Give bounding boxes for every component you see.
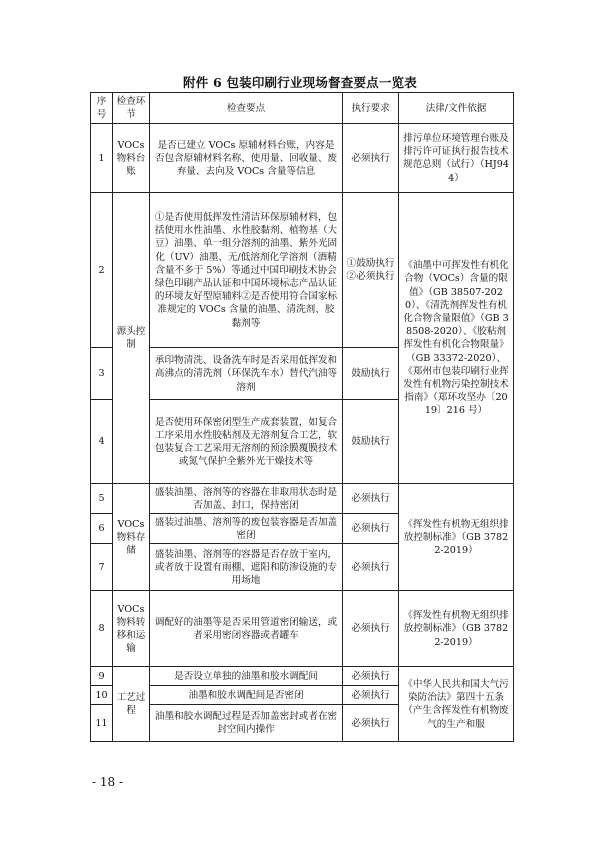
row-number: 3 [91, 348, 113, 400]
requirement: 鼓励执行 [343, 400, 399, 484]
header-requirement: 执行要求 [343, 93, 399, 124]
row-number: 1 [91, 124, 113, 193]
table-row [91, 124, 514, 193]
requirement: ①鼓励执行②必须执行 [343, 193, 399, 348]
requirement: 必须执行 [343, 484, 399, 514]
check-link: 工艺过程 [113, 667, 150, 742]
check-point: ①是否使用低挥发性清洁环保原辅材料，包括使用水性油墨、水性胶黏剂、植物基（大豆）油墨、单一组分溶剂的油墨、紫外光固化（UV）油墨、无/低溶剂化学溶剂（酒精含量不多于 5%）等通过中国印刷技术协会绿色印刷产品认证和中国环境标志产品认证的环境友好型原辅料②是否使用符合国家标准规定的 VOCs 含量的油墨、清洗剂、胶黏剂等 [150, 193, 343, 348]
requirement: 必须执行 [343, 591, 399, 667]
legal-basis: 《油墨中可挥发性有机化合物（VOCs）含量的限值》（GB 38507-2020）、《清洗剂挥发性有机化合物含量限值》（GB 38508-2020）、《胶粘剂挥发性有机化合物限量》（GB 33372-2020）、《郑州市包装印刷行业挥发性有机物污染控制技术指南》（郑环攻坚办〔2019〕216 号） [399, 193, 514, 484]
table-header-row [91, 93, 514, 124]
inspection-table [90, 92, 514, 742]
header-no: 序号 [91, 93, 113, 124]
row-number: 11 [91, 705, 113, 742]
check-link: 源头控制 [113, 193, 150, 484]
table-row [91, 591, 514, 667]
table-row [91, 667, 514, 686]
legal-basis: 《挥发性有机物无组织排放控制标准》（GB 37822-2019） [399, 484, 514, 591]
row-number: 5 [91, 484, 113, 514]
check-point: 调配好的油墨等是否采用管道密闭输送，或者采用密闭容器或者罐车 [150, 591, 343, 667]
row-number: 4 [91, 400, 113, 484]
header-link: 检查环节 [113, 93, 150, 124]
header-basis: 法律/文件依据 [399, 93, 514, 124]
table-row [91, 484, 514, 514]
row-number: 8 [91, 591, 113, 667]
check-point: 是否使用环保密闭型生产成套装置，如复合工序采用水性胶粘剂及无溶剂复合工艺，软包装复合工艺采用无溶剂的预涂膜覆膜技术或氮气保护全紫外光干燥技术等 [150, 400, 343, 484]
check-point: 是否已建立 VOCs 原辅材料台账，内容是否包含原辅材料名称、使用量、回收量、废弃量、去向及 VOCs 含量等信息 [150, 124, 343, 193]
check-point: 盛装油墨、溶剂等的容器在非取用状态时是否加盖、封口，保持密闭 [150, 484, 343, 514]
row-number: 2 [91, 193, 113, 348]
check-point: 油墨和胶水调配过程是否加盖密封或者在密封空间内操作 [150, 705, 343, 742]
row-number: 7 [91, 544, 113, 591]
check-point: 盛装过油墨、溶剂等的废包装容器是否加盖密闭 [150, 514, 343, 544]
header-point: 检查要点 [150, 93, 343, 124]
check-point: 油墨和胶水调配间是否密闭 [150, 686, 343, 705]
legal-basis: 《挥发性有机物无组织排放控制标准》（GB 37822-2019） [399, 591, 514, 667]
table-row [91, 193, 514, 348]
legal-basis: 排污单位环境管理台账及排污许可证执行报告技术规范总则（试行）（HJ944） [399, 124, 514, 193]
requirement: 必须执行 [343, 667, 399, 686]
check-point: 承印物清洗、设备洗车时是否采用低挥发和高沸点的清洗剂（环保洗车水）替代汽油等溶剂 [150, 348, 343, 400]
requirement: 必须执行 [343, 514, 399, 544]
legal-basis: 《中华人民共和国大气污染防治法》第四十五条（产生含挥发性有机物废气的生产和服 [399, 667, 514, 742]
row-number: 10 [91, 686, 113, 705]
document-title: 附件 6 包装印刷行业现场督查要点一览表 [183, 75, 417, 90]
requirement: 必须执行 [343, 686, 399, 705]
check-point: 盛装油墨、溶剂等的容器是否存放于室内，或者放于设置有雨棚、遮阳和防渗设施的专用场地 [150, 544, 343, 591]
requirement: 必须执行 [343, 705, 399, 742]
row-number: 9 [91, 667, 113, 686]
requirement: 必须执行 [343, 124, 399, 193]
page-number: - 18 - [92, 775, 124, 789]
row-number: 6 [91, 514, 113, 544]
check-link: VOCs物料存储 [113, 484, 150, 591]
check-point: 是否设立单独的油墨和胶水调配间 [150, 667, 343, 686]
requirement: 必须执行 [343, 544, 399, 591]
check-link: VOCs物料转移和运输 [113, 591, 150, 667]
requirement: 鼓励执行 [343, 348, 399, 400]
check-link: VOCs物料台账 [113, 124, 150, 193]
